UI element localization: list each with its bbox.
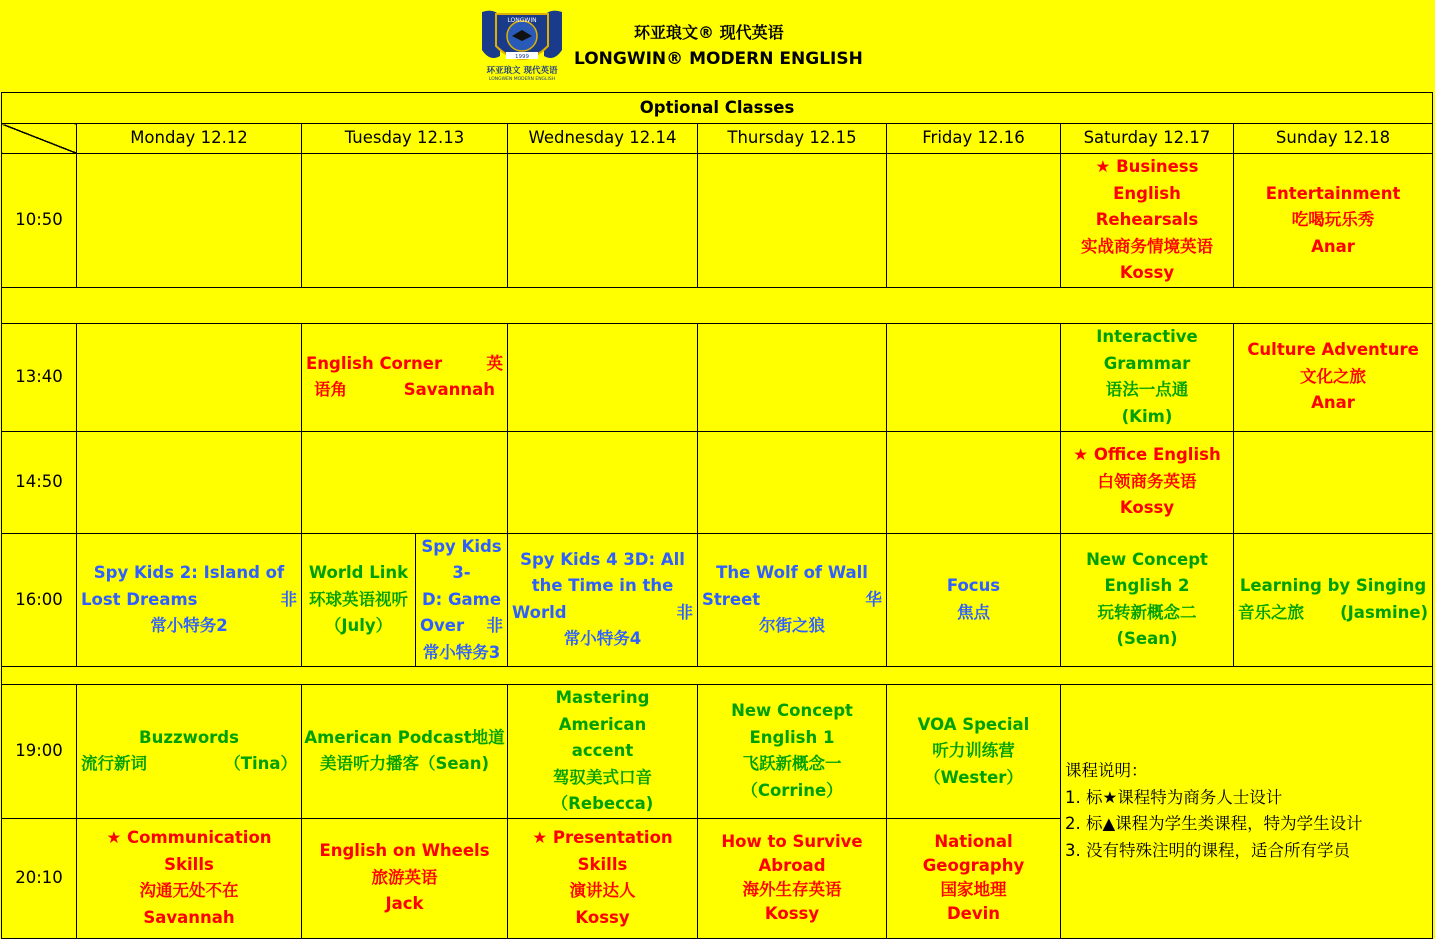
class-entertainment: Entertainment 吃喝玩乐秀 Anar: [1234, 154, 1433, 288]
empty-cell: [508, 154, 698, 288]
empty-cell: [77, 323, 302, 431]
day-header-tuesday: Tuesday 12.13: [302, 124, 508, 154]
empty-cell: [77, 154, 302, 288]
empty-cell: [698, 154, 887, 288]
break-row: [2, 287, 1433, 323]
empty-cell: [77, 431, 302, 533]
class-culture-adventure: Culture Adventure 文化之旅 Anar: [1234, 323, 1433, 431]
empty-cell: [302, 431, 508, 533]
class-english-on-wheels: English on Wheels 旅游英语 Jack: [302, 818, 508, 938]
empty-cell: [887, 323, 1061, 431]
class-english-corner: English Corner 英 语角 Savannah: [302, 323, 508, 431]
class-national-geography: National Geography 国家地理 Devin: [887, 818, 1061, 938]
svg-text:LONGWIN: LONGWIN: [507, 17, 537, 24]
brand-en: LONGWIN® MODERN ENGLISH: [574, 49, 863, 69]
page-header: [0, 0, 1435, 90]
day-header-monday: Monday 12.12: [77, 124, 302, 154]
class-learning-by-singing: Learning by Singing 音乐之旅 (Jasmine): [1234, 533, 1433, 667]
svg-text:1999: 1999: [515, 54, 529, 60]
class-business-english-rehearsals: ★ Business English Rehearsals 实战商务情境英语 Kossy: [1061, 154, 1234, 288]
class-voa-special: VOA Special 听力训练营 （Wester）: [887, 685, 1061, 819]
svg-text:环亚琅文 现代英语: 环亚琅文 现代英语: [486, 66, 558, 76]
day-header-thursday: Thursday 12.15: [698, 124, 887, 154]
class-buzzwords: Buzzwords 流行新词 （Tina）: [77, 685, 302, 819]
empty-cell: [887, 154, 1061, 288]
class-office-english: ★ Office English 白领商务英语 Kossy: [1061, 431, 1234, 533]
empty-cell: [508, 323, 698, 431]
table-title: Optional Classes: [2, 93, 1433, 124]
empty-cell: [508, 431, 698, 533]
time-1050: 10:50: [2, 154, 77, 288]
class-presentation-skills: ★ Presentation Skills 演讲达人 Kossy: [508, 818, 698, 938]
class-spy-kids-4: Spy Kids 4 3D: All the Time in the World 非 常小特务4: [508, 533, 698, 667]
class-spy-kids-2: Spy Kids 2: Island of Lost Dreams 非 常小特务2: [77, 533, 302, 667]
class-wolf-of-wall-street: The Wolf of Wall Street 华 尔街之狼: [698, 533, 887, 667]
time-1600: 16:00: [2, 533, 77, 667]
class-mastering-american-accent: Mastering American accent 驾驭美式口音 （Rebecca): [508, 685, 698, 819]
corner-cell: [2, 124, 77, 154]
class-spy-kids-3: Spy Kids 3- D: Game Over 非 常小特务3: [416, 533, 508, 667]
empty-cell: [887, 431, 1061, 533]
time-1450: 14:50: [2, 431, 77, 533]
class-focus: Focus 焦点: [887, 533, 1061, 667]
svg-text:LONGWEN MODERN ENGLISH: LONGWEN MODERN ENGLISH: [488, 77, 556, 82]
day-header-saturday: Saturday 12.17: [1061, 124, 1234, 154]
empty-cell: [1234, 431, 1433, 533]
day-header-friday: Friday 12.16: [887, 124, 1061, 154]
class-world-link: World Link 环球英语视听 （July）: [302, 533, 416, 667]
empty-cell: [302, 154, 508, 288]
empty-cell: [698, 323, 887, 431]
time-1340: 13:40: [2, 323, 77, 431]
day-header-wednesday: Wednesday 12.14: [508, 124, 698, 154]
longwin-logo: [476, 6, 568, 82]
class-how-to-survive-abroad: How to Survive Abroad 海外生存英语 Kossy: [698, 818, 887, 938]
brand-cn: 环亚琅文® 现代英语: [634, 23, 784, 42]
class-interactive-grammar: Interactive Grammar 语法一点通 (Kim): [1061, 323, 1234, 431]
time-1900: 19:00: [2, 685, 77, 819]
class-american-podcast: American Podcast地道 美语听力播客（Sean): [302, 685, 508, 819]
brand-name: [574, 20, 863, 72]
day-header-sunday: Sunday 12.18: [1234, 124, 1433, 154]
break-row: [2, 667, 1433, 685]
course-notes: 课程说明： 1. 标★课程特为商务人士设计 2. 标▲课程为学生类课程，特为学生设计 3. 没有特殊注明的课程，适合所有学员: [1061, 685, 1433, 939]
class-new-concept-1: New Concept English 1 飞跃新概念一 （Corrine）: [698, 685, 887, 819]
schedule-table: [1, 92, 1433, 939]
time-2010: 20:10: [2, 818, 77, 938]
class-communication-skills: ★ Communication Skills 沟通无处不在 Savannah: [77, 818, 302, 938]
empty-cell: [698, 431, 887, 533]
class-new-concept-2: New Concept English 2 玩转新概念二 (Sean): [1061, 533, 1234, 667]
